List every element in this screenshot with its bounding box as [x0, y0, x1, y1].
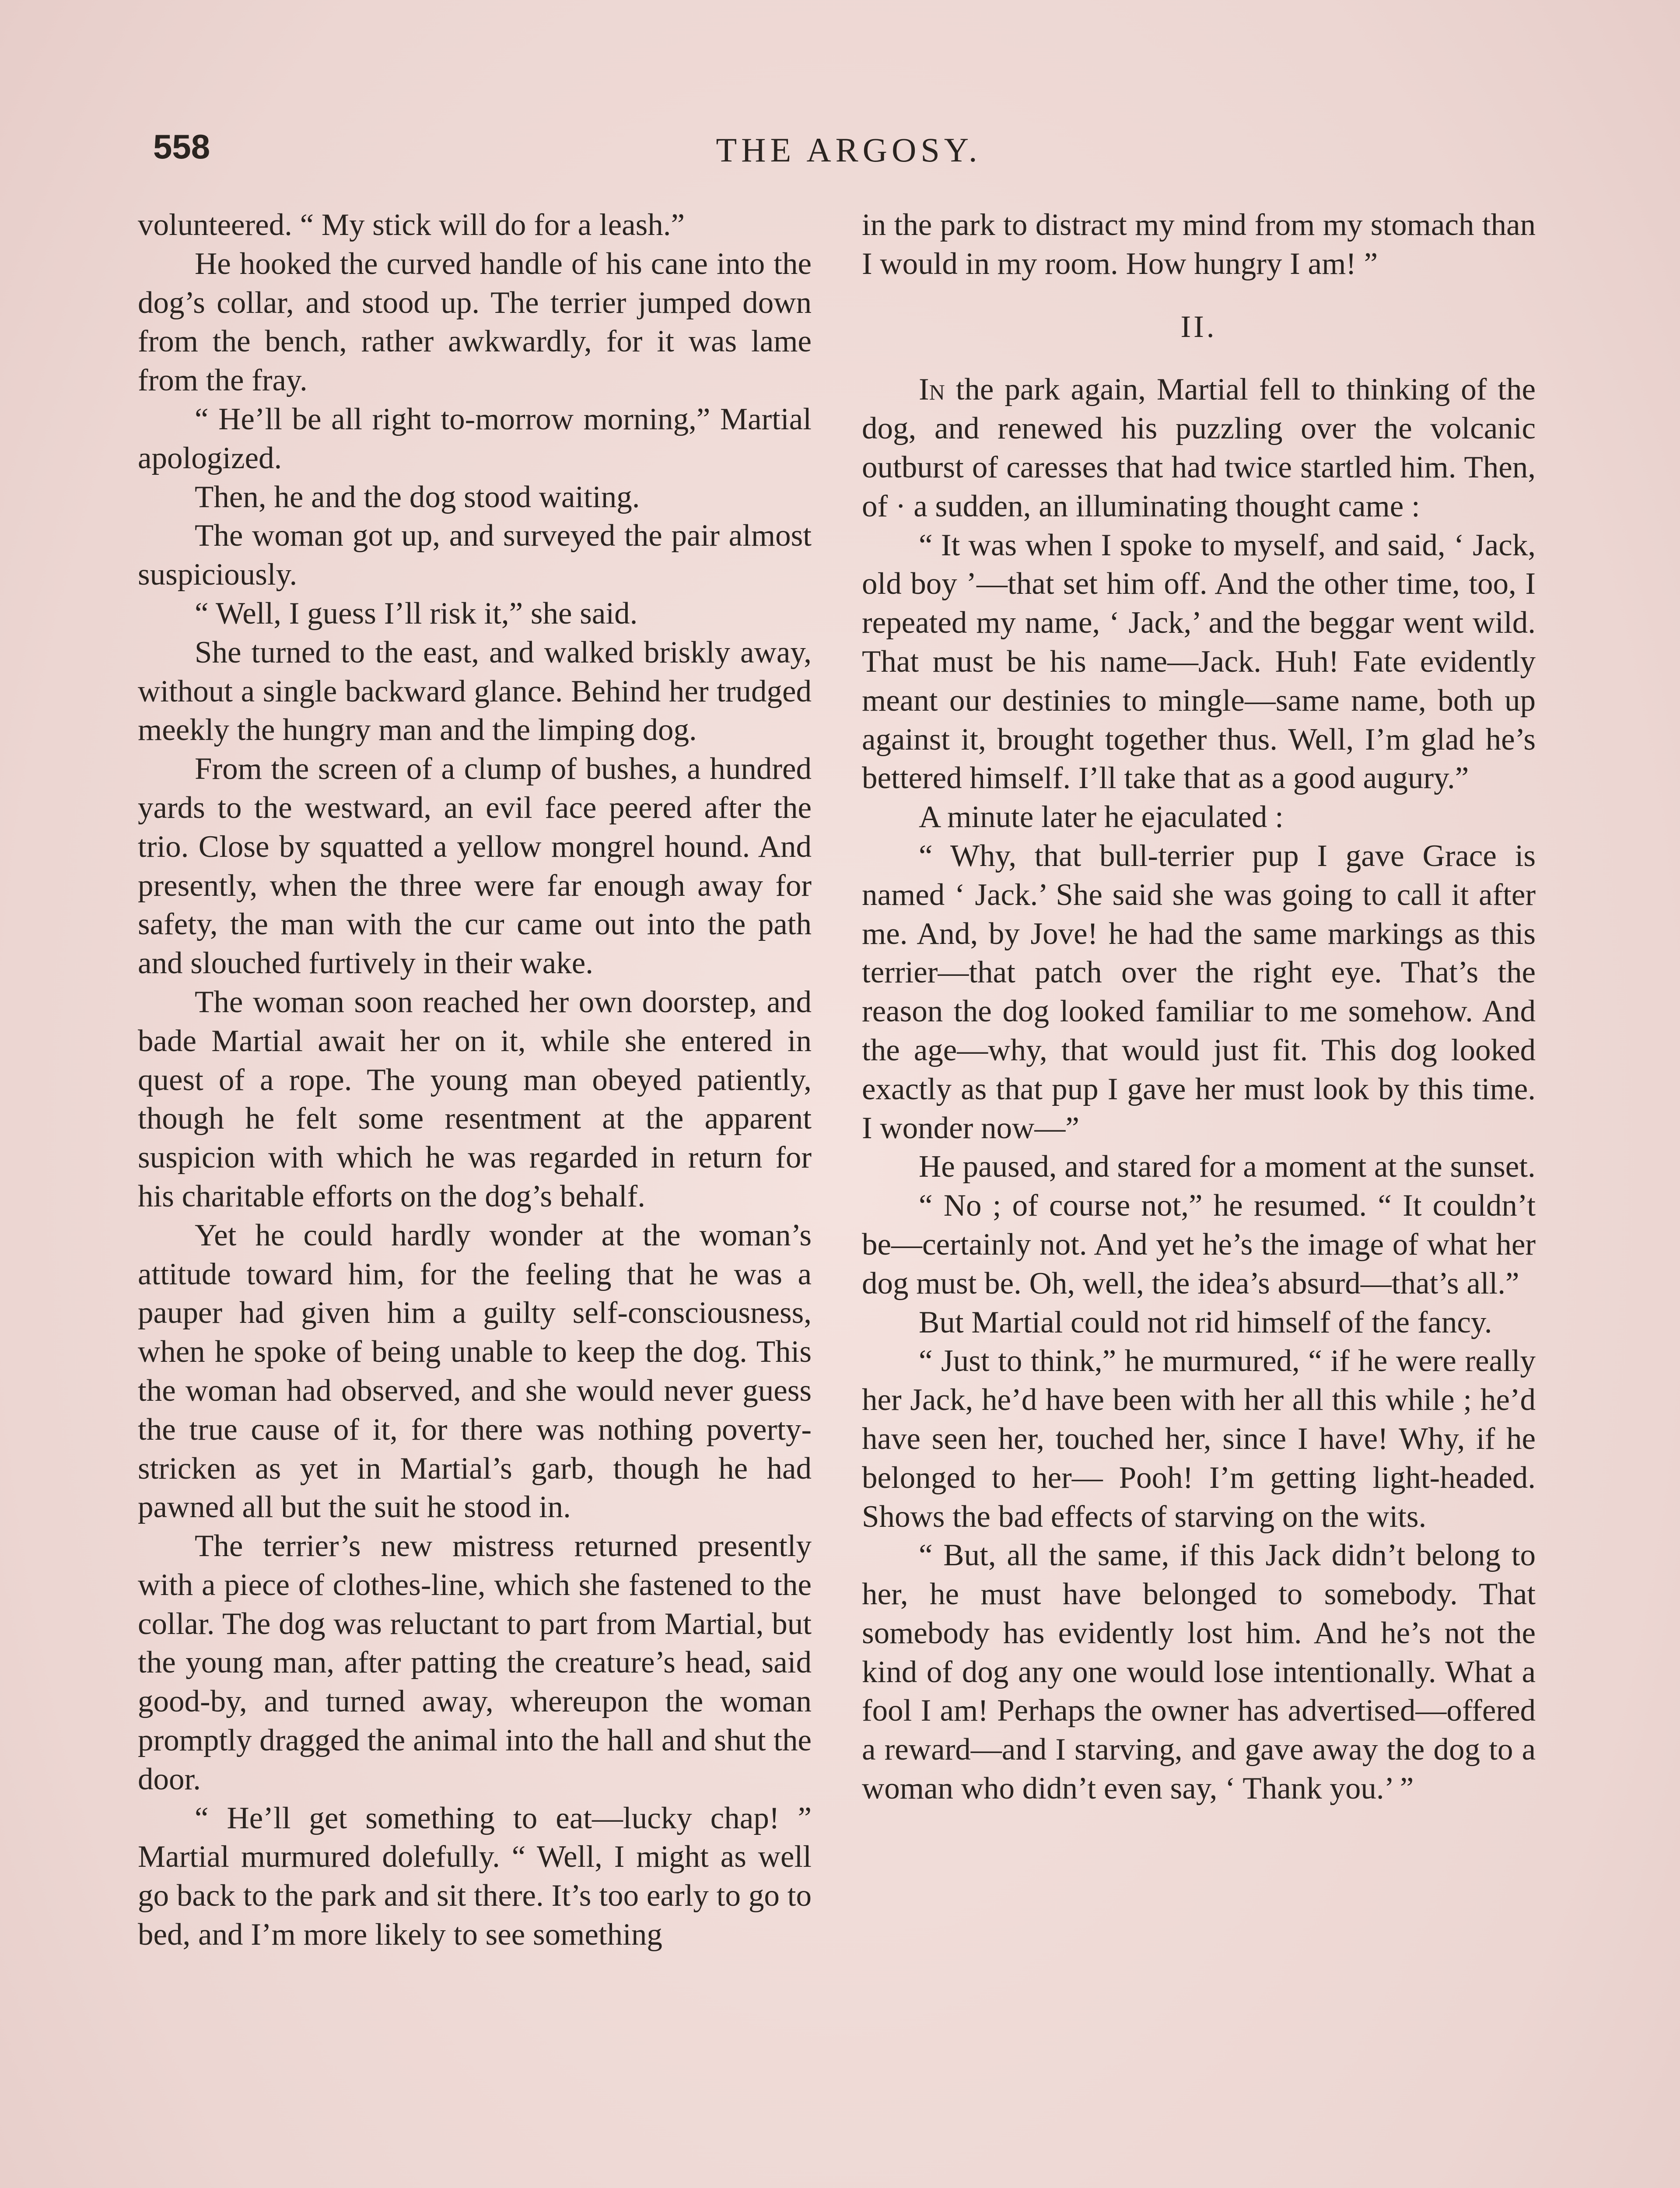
- paragraph: The woman soon reached her own doorstep, and bade Martial await her on it, while she entered in quest of a rope. The young man obeyed patiently, though he felt some resentment at the apparent suspicion with which he was regarded in return for his charitable efforts on the dog’s behalf.: [138, 985, 812, 1213]
- left-column: [138, 206, 812, 2188]
- paragraph-dropcap: [862, 370, 1536, 526]
- paragraph: He hooked the curved handle of his cane into the dog’s collar, and stood up. The terrier jumped down from the bench, rather awkwardly, for it was lame from the fray.: [138, 246, 812, 398]
- paragraph: “ He’ll be all right to-morrow morning,” Martial apologized.: [138, 402, 812, 475]
- paragraph-text: the park again, Martial fell to thinking of the dog, and renewed his puzzling over the volcanic outburst of caresses that had twice startled him. Then, of · a sudden, an illuminating thought came :: [862, 372, 1536, 523]
- paragraph: But Martial could not rid himself of the fancy.: [919, 1305, 1492, 1339]
- paragraph: “ But, all the same, if this Jack didn’t belong to her, he must have belonged to somebody. That somebody has evidently lost him. And he’s not the kind of dog any one would lose intentionally. What a fool I am! Perhaps the owner has advertised—offered a reward—and I starving, and gave away the dog to a woman who didn’t even say, ‘ Thank you.’ ”: [862, 1538, 1536, 1806]
- paragraph: volunteered. “ My stick will do for a leash.”: [138, 208, 685, 242]
- section-dropcap: In: [919, 372, 945, 407]
- page-number: 558: [153, 127, 210, 166]
- running-title: THE ARGOSY.: [716, 131, 982, 169]
- paragraph: “ Well, I guess I’ll risk it,” she said.: [195, 596, 638, 631]
- paragraph: From the screen of a clump of bushes, a hundred yards to the westward, an evil face peered after the trio. Close by squatted a yellow mongrel hound. And presently, when the three were far enough away for safety, the man with the cur came out into the path and slouched furtively in their wake.: [138, 752, 812, 981]
- section-number: II.: [1180, 309, 1217, 344]
- paragraph: He paused, and stared for a moment at the sunset.: [919, 1150, 1536, 1184]
- paragraph: A minute later he ejaculated :: [919, 800, 1284, 835]
- paragraph: Then, he and the dog stood waiting.: [195, 480, 640, 514]
- page-header: [153, 127, 1544, 184]
- paragraph: “ No ; of course not,” he resumed. “ It couldn’t be—certainly not. And yet he’s the image of what her dog must be. Oh, well, the idea’s absurd—that’s all.”: [862, 1189, 1536, 1301]
- paragraph: “ He’ll get something to eat—lucky chap! ” Martial murmured dolefully. “ Well, I might as well go back to the park and sit there. It’s too early to go to bed, and I’m more likely to see something: [138, 1801, 812, 1952]
- paragraph: She turned to the east, and walked briskly away, without a single backward glance. Behind her trudged meekly the hungry man and the limping dog.: [138, 635, 812, 747]
- paragraph: The woman got up, and surveyed the pair almost suspiciously.: [138, 519, 812, 592]
- right-column: [862, 206, 1536, 2188]
- paragraph: “ It was when I spoke to myself, and said, ‘ Jack, old boy ’—that set him off. And the other time, too, I repeated my name, ‘ Jack,’ and the beggar went wild. That must be his name—Jack. Huh! Fate evidently meant our destinies to mingle—same name, both up against it, brought together thus. Well, I’m glad he’s bettered himself. I’ll take that as a good augury.”: [862, 528, 1536, 796]
- paragraph: Yet he could hardly wonder at the woman’s attitude toward him, for the feeling that he was a pauper had given him a guilty self-consciousness, when he spoke of being unable to keep the dog. This the woman had observed, and she would never guess the true cause of it, for there was nothing poverty-stricken as yet in Martial’s garb, though he had pawned all but the suit he stood in.: [138, 1218, 812, 1525]
- paragraph: The terrier’s new mistress returned presently with a piece of clothes-line, which she fastened to the collar. The dog was reluctant to part from Martial, but the young man, after patting the creature’s head, said good-by, and turned away, whereupon the woman promptly dragged the animal into the hall and shut the door.: [138, 1529, 812, 1796]
- paragraph: in the park to distract my mind from my stomach than I would in my room. How hungry I am! ”: [862, 208, 1536, 281]
- paragraph: “ Just to think,” he murmured, “ if he were really her Jack, he’d have been with her all this while ; he’d have seen her, touched her, since I have! Why, if he belonged to her— Pooh! I’m getting light-headed. Shows the bad effects of starving on the wits.: [862, 1344, 1536, 1534]
- paragraph: “ Why, that bull-terrier pup I gave Grace is named ‘ Jack.’ She said she was going to call it after me. And, by Jove! he had the same markings as this terrier—that patch over the right eye. That’s the reason the dog looked familiar to me somehow. And the age—why, that would just fit. This dog looked exactly as that pup I gave her must look by this time. I wonder now—”: [862, 838, 1536, 1145]
